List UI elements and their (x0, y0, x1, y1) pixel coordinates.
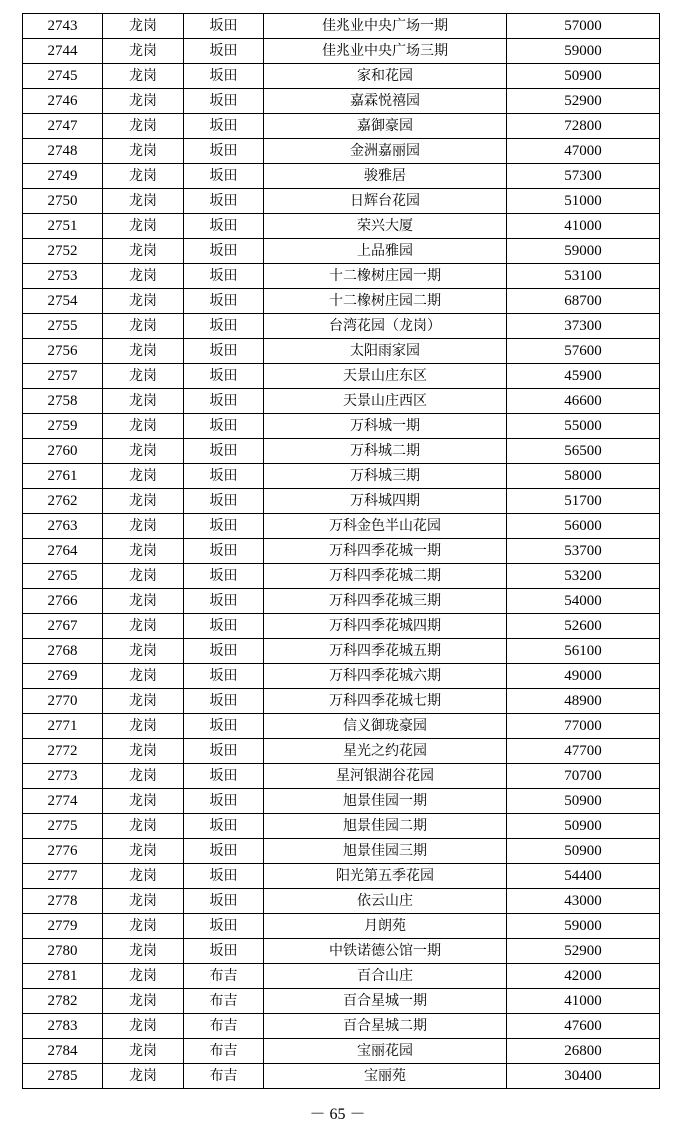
table-row (23, 139, 660, 164)
district-cell: 龙岗 (103, 214, 184, 239)
row-number-cell: 2766 (23, 589, 103, 614)
estate-name-cell: 星河银湖谷花园 (264, 764, 507, 789)
district-cell: 龙岗 (103, 239, 184, 264)
estate-name-cell: 万科城一期 (264, 414, 507, 439)
estate-name-cell: 上品雅园 (264, 239, 507, 264)
street-cell: 坂田 (184, 589, 264, 614)
district-cell: 龙岗 (103, 14, 184, 39)
row-number-cell: 2755 (23, 314, 103, 339)
price-cell: 70700 (507, 764, 660, 789)
street-cell: 坂田 (184, 439, 264, 464)
row-number-cell: 2765 (23, 564, 103, 589)
table-row (23, 739, 660, 764)
table-row (23, 689, 660, 714)
row-number-cell: 2763 (23, 514, 103, 539)
price-cell: 77000 (507, 714, 660, 739)
street-cell: 布吉 (184, 964, 264, 989)
row-number-cell: 2764 (23, 539, 103, 564)
table-row (23, 964, 660, 989)
price-cell: 48900 (507, 689, 660, 714)
estate-name-cell: 十二橡树庄园二期 (264, 289, 507, 314)
district-cell: 龙岗 (103, 589, 184, 614)
district-cell: 龙岗 (103, 289, 184, 314)
table-row (23, 564, 660, 589)
table-row (23, 389, 660, 414)
table-row (23, 289, 660, 314)
street-cell: 坂田 (184, 789, 264, 814)
estate-name-cell: 天景山庄西区 (264, 389, 507, 414)
estate-name-cell: 信义御珑豪园 (264, 714, 507, 739)
table-row (23, 464, 660, 489)
price-cell: 53700 (507, 539, 660, 564)
table-row (23, 939, 660, 964)
street-cell: 布吉 (184, 1039, 264, 1064)
price-cell: 51000 (507, 189, 660, 214)
table-row (23, 214, 660, 239)
table-row (23, 1064, 660, 1089)
price-cell: 55000 (507, 414, 660, 439)
price-cell: 43000 (507, 889, 660, 914)
price-cell: 57300 (507, 164, 660, 189)
row-number-cell: 2762 (23, 489, 103, 514)
table-row (23, 864, 660, 889)
table-row (23, 889, 660, 914)
row-number-cell: 2771 (23, 714, 103, 739)
estate-name-cell: 万科金色半山花园 (264, 514, 507, 539)
street-cell: 坂田 (184, 939, 264, 964)
price-cell: 46600 (507, 389, 660, 414)
district-cell: 龙岗 (103, 914, 184, 939)
price-cell: 59000 (507, 39, 660, 64)
district-cell: 龙岗 (103, 414, 184, 439)
row-number-cell: 2776 (23, 839, 103, 864)
district-cell: 龙岗 (103, 939, 184, 964)
row-number-cell: 2782 (23, 989, 103, 1014)
row-number-cell: 2779 (23, 914, 103, 939)
estate-name-cell: 佳兆业中央广场三期 (264, 39, 507, 64)
district-cell: 龙岗 (103, 839, 184, 864)
district-cell: 龙岗 (103, 739, 184, 764)
table-row (23, 1039, 660, 1064)
price-cell: 56100 (507, 639, 660, 664)
street-cell: 坂田 (184, 489, 264, 514)
table-row (23, 989, 660, 1014)
price-cell: 50900 (507, 839, 660, 864)
table-row (23, 114, 660, 139)
district-cell: 龙岗 (103, 39, 184, 64)
price-cell: 30400 (507, 1064, 660, 1089)
table-row (23, 14, 660, 39)
table-row (23, 814, 660, 839)
street-cell: 坂田 (184, 714, 264, 739)
estate-name-cell: 依云山庄 (264, 889, 507, 914)
table-row (23, 789, 660, 814)
estate-name-cell: 万科四季花城六期 (264, 664, 507, 689)
street-cell: 坂田 (184, 64, 264, 89)
street-cell: 布吉 (184, 1014, 264, 1039)
table-row (23, 639, 660, 664)
district-cell: 龙岗 (103, 639, 184, 664)
street-cell: 坂田 (184, 214, 264, 239)
estate-name-cell: 日辉台花园 (264, 189, 507, 214)
estate-name-cell: 骏雅居 (264, 164, 507, 189)
price-cell: 52900 (507, 89, 660, 114)
district-cell: 龙岗 (103, 164, 184, 189)
price-cell: 51700 (507, 489, 660, 514)
row-number-cell: 2770 (23, 689, 103, 714)
district-cell: 龙岗 (103, 664, 184, 689)
estate-name-cell: 万科四季花城一期 (264, 539, 507, 564)
row-number-cell: 2747 (23, 114, 103, 139)
price-cell: 45900 (507, 364, 660, 389)
street-cell: 坂田 (184, 889, 264, 914)
street-cell: 坂田 (184, 464, 264, 489)
estate-name-cell: 中铁诺德公馆一期 (264, 939, 507, 964)
row-number-cell: 2744 (23, 39, 103, 64)
table-row (23, 89, 660, 114)
street-cell: 坂田 (184, 14, 264, 39)
street-cell: 坂田 (184, 89, 264, 114)
estate-name-cell: 万科四季花城四期 (264, 614, 507, 639)
street-cell: 坂田 (184, 614, 264, 639)
district-cell: 龙岗 (103, 764, 184, 789)
row-number-cell: 2752 (23, 239, 103, 264)
estate-name-cell: 星光之约花园 (264, 739, 507, 764)
estate-name-cell: 月朗苑 (264, 914, 507, 939)
price-cell: 50900 (507, 789, 660, 814)
price-cell: 50900 (507, 64, 660, 89)
estate-name-cell: 万科四季花城七期 (264, 689, 507, 714)
price-cell: 52600 (507, 614, 660, 639)
row-number-cell: 2749 (23, 164, 103, 189)
table-row (23, 539, 660, 564)
district-cell: 龙岗 (103, 339, 184, 364)
row-number-cell: 2778 (23, 889, 103, 914)
district-cell: 龙岗 (103, 464, 184, 489)
table-row (23, 589, 660, 614)
table-row (23, 39, 660, 64)
row-number-cell: 2746 (23, 89, 103, 114)
district-cell: 龙岗 (103, 1064, 184, 1089)
price-cell: 49000 (507, 664, 660, 689)
price-cell: 53100 (507, 264, 660, 289)
row-number-cell: 2773 (23, 764, 103, 789)
street-cell: 坂田 (184, 814, 264, 839)
table-row (23, 339, 660, 364)
district-cell: 龙岗 (103, 539, 184, 564)
price-cell: 50900 (507, 814, 660, 839)
district-cell: 龙岗 (103, 614, 184, 639)
district-cell: 龙岗 (103, 89, 184, 114)
price-table (22, 13, 660, 1089)
street-cell: 坂田 (184, 839, 264, 864)
row-number-cell: 2758 (23, 389, 103, 414)
price-cell: 59000 (507, 914, 660, 939)
district-cell: 龙岗 (103, 514, 184, 539)
street-cell: 坂田 (184, 314, 264, 339)
street-cell: 坂田 (184, 564, 264, 589)
street-cell: 坂田 (184, 514, 264, 539)
price-cell: 68700 (507, 289, 660, 314)
row-number-cell: 2748 (23, 139, 103, 164)
district-cell: 龙岗 (103, 1014, 184, 1039)
row-number-cell: 2750 (23, 189, 103, 214)
estate-name-cell: 旭景佳园三期 (264, 839, 507, 864)
table-row (23, 914, 660, 939)
estate-name-cell: 旭景佳园二期 (264, 814, 507, 839)
row-number-cell: 2775 (23, 814, 103, 839)
estate-name-cell: 嘉霖悦禧园 (264, 89, 507, 114)
district-cell: 龙岗 (103, 564, 184, 589)
estate-name-cell: 佳兆业中央广场一期 (264, 14, 507, 39)
district-cell: 龙岗 (103, 864, 184, 889)
estate-name-cell: 百合星城一期 (264, 989, 507, 1014)
district-cell: 龙岗 (103, 114, 184, 139)
table-row (23, 64, 660, 89)
table-row (23, 764, 660, 789)
street-cell: 坂田 (184, 139, 264, 164)
estate-name-cell: 万科四季花城三期 (264, 589, 507, 614)
row-number-cell: 2754 (23, 289, 103, 314)
estate-name-cell: 天景山庄东区 (264, 364, 507, 389)
estate-name-cell: 万科城四期 (264, 489, 507, 514)
estate-name-cell: 百合山庄 (264, 964, 507, 989)
district-cell: 龙岗 (103, 964, 184, 989)
district-cell: 龙岗 (103, 314, 184, 339)
estate-name-cell: 万科城三期 (264, 464, 507, 489)
street-cell: 坂田 (184, 689, 264, 714)
price-cell: 47700 (507, 739, 660, 764)
district-cell: 龙岗 (103, 139, 184, 164)
row-number-cell: 2768 (23, 639, 103, 664)
street-cell: 坂田 (184, 414, 264, 439)
street-cell: 坂田 (184, 339, 264, 364)
price-cell: 41000 (507, 989, 660, 1014)
street-cell: 坂田 (184, 864, 264, 889)
price-cell: 47000 (507, 139, 660, 164)
table-row (23, 164, 660, 189)
street-cell: 坂田 (184, 664, 264, 689)
district-cell: 龙岗 (103, 789, 184, 814)
district-cell: 龙岗 (103, 439, 184, 464)
row-number-cell: 2767 (23, 614, 103, 639)
row-number-cell: 2781 (23, 964, 103, 989)
street-cell: 坂田 (184, 289, 264, 314)
table-body (23, 14, 660, 1089)
street-cell: 坂田 (184, 914, 264, 939)
price-cell: 54400 (507, 864, 660, 889)
estate-name-cell: 嘉御豪园 (264, 114, 507, 139)
price-cell: 72800 (507, 114, 660, 139)
table-row (23, 664, 660, 689)
price-cell: 57600 (507, 339, 660, 364)
table-row (23, 364, 660, 389)
street-cell: 坂田 (184, 539, 264, 564)
table-row (23, 614, 660, 639)
estate-name-cell: 太阳雨家园 (264, 339, 507, 364)
row-number-cell: 2751 (23, 214, 103, 239)
row-number-cell: 2780 (23, 939, 103, 964)
price-cell: 26800 (507, 1039, 660, 1064)
table-row (23, 439, 660, 464)
estate-name-cell: 万科四季花城二期 (264, 564, 507, 589)
table-row (23, 514, 660, 539)
price-cell: 59000 (507, 239, 660, 264)
street-cell: 坂田 (184, 39, 264, 64)
row-number-cell: 2774 (23, 789, 103, 814)
street-cell: 坂田 (184, 639, 264, 664)
price-cell: 54000 (507, 589, 660, 614)
street-cell: 坂田 (184, 739, 264, 764)
street-cell: 坂田 (184, 189, 264, 214)
estate-name-cell: 金洲嘉丽园 (264, 139, 507, 164)
row-number-cell: 2756 (23, 339, 103, 364)
price-cell: 52900 (507, 939, 660, 964)
district-cell: 龙岗 (103, 889, 184, 914)
district-cell: 龙岗 (103, 989, 184, 1014)
estate-name-cell: 台湾花园（龙岗） (264, 314, 507, 339)
price-cell: 53200 (507, 564, 660, 589)
row-number-cell: 2757 (23, 364, 103, 389)
price-cell: 47600 (507, 1014, 660, 1039)
table-row (23, 414, 660, 439)
estate-name-cell: 十二橡树庄园一期 (264, 264, 507, 289)
estate-name-cell: 荣兴大厦 (264, 214, 507, 239)
street-cell: 坂田 (184, 364, 264, 389)
table-row (23, 489, 660, 514)
price-cell: 56500 (507, 439, 660, 464)
row-number-cell: 2745 (23, 64, 103, 89)
street-cell: 坂田 (184, 114, 264, 139)
row-number-cell: 2753 (23, 264, 103, 289)
row-number-cell: 2760 (23, 439, 103, 464)
row-number-cell: 2759 (23, 414, 103, 439)
estate-name-cell: 宝丽花园 (264, 1039, 507, 1064)
street-cell: 坂田 (184, 239, 264, 264)
street-cell: 布吉 (184, 1064, 264, 1089)
price-cell: 41000 (507, 214, 660, 239)
district-cell: 龙岗 (103, 64, 184, 89)
page-number: － 65 － (309, 1106, 366, 1123)
table-row (23, 239, 660, 264)
table-row (23, 189, 660, 214)
street-cell: 坂田 (184, 389, 264, 414)
estate-name-cell: 万科四季花城五期 (264, 639, 507, 664)
row-number-cell: 2783 (23, 1014, 103, 1039)
district-cell: 龙岗 (103, 1039, 184, 1064)
price-cell: 58000 (507, 464, 660, 489)
street-cell: 坂田 (184, 764, 264, 789)
estate-name-cell: 万科城二期 (264, 439, 507, 464)
row-number-cell: 2772 (23, 739, 103, 764)
price-cell: 37300 (507, 314, 660, 339)
district-cell: 龙岗 (103, 389, 184, 414)
street-cell: 坂田 (184, 264, 264, 289)
estate-name-cell: 家和花园 (264, 64, 507, 89)
street-cell: 布吉 (184, 989, 264, 1014)
row-number-cell: 2784 (23, 1039, 103, 1064)
district-cell: 龙岗 (103, 714, 184, 739)
row-number-cell: 2743 (23, 14, 103, 39)
table-row (23, 714, 660, 739)
estate-name-cell: 宝丽苑 (264, 1064, 507, 1089)
row-number-cell: 2785 (23, 1064, 103, 1089)
table-row (23, 314, 660, 339)
row-number-cell: 2761 (23, 464, 103, 489)
district-cell: 龙岗 (103, 814, 184, 839)
district-cell: 龙岗 (103, 689, 184, 714)
district-cell: 龙岗 (103, 264, 184, 289)
estate-name-cell: 旭景佳园一期 (264, 789, 507, 814)
row-number-cell: 2777 (23, 864, 103, 889)
table-row (23, 839, 660, 864)
table-row (23, 1014, 660, 1039)
street-cell: 坂田 (184, 164, 264, 189)
district-cell: 龙岗 (103, 489, 184, 514)
price-cell: 42000 (507, 964, 660, 989)
row-number-cell: 2769 (23, 664, 103, 689)
district-cell: 龙岗 (103, 189, 184, 214)
price-cell: 56000 (507, 514, 660, 539)
district-cell: 龙岗 (103, 364, 184, 389)
table-row (23, 264, 660, 289)
price-cell: 57000 (507, 14, 660, 39)
estate-name-cell: 百合星城二期 (264, 1014, 507, 1039)
estate-name-cell: 阳光第五季花园 (264, 864, 507, 889)
